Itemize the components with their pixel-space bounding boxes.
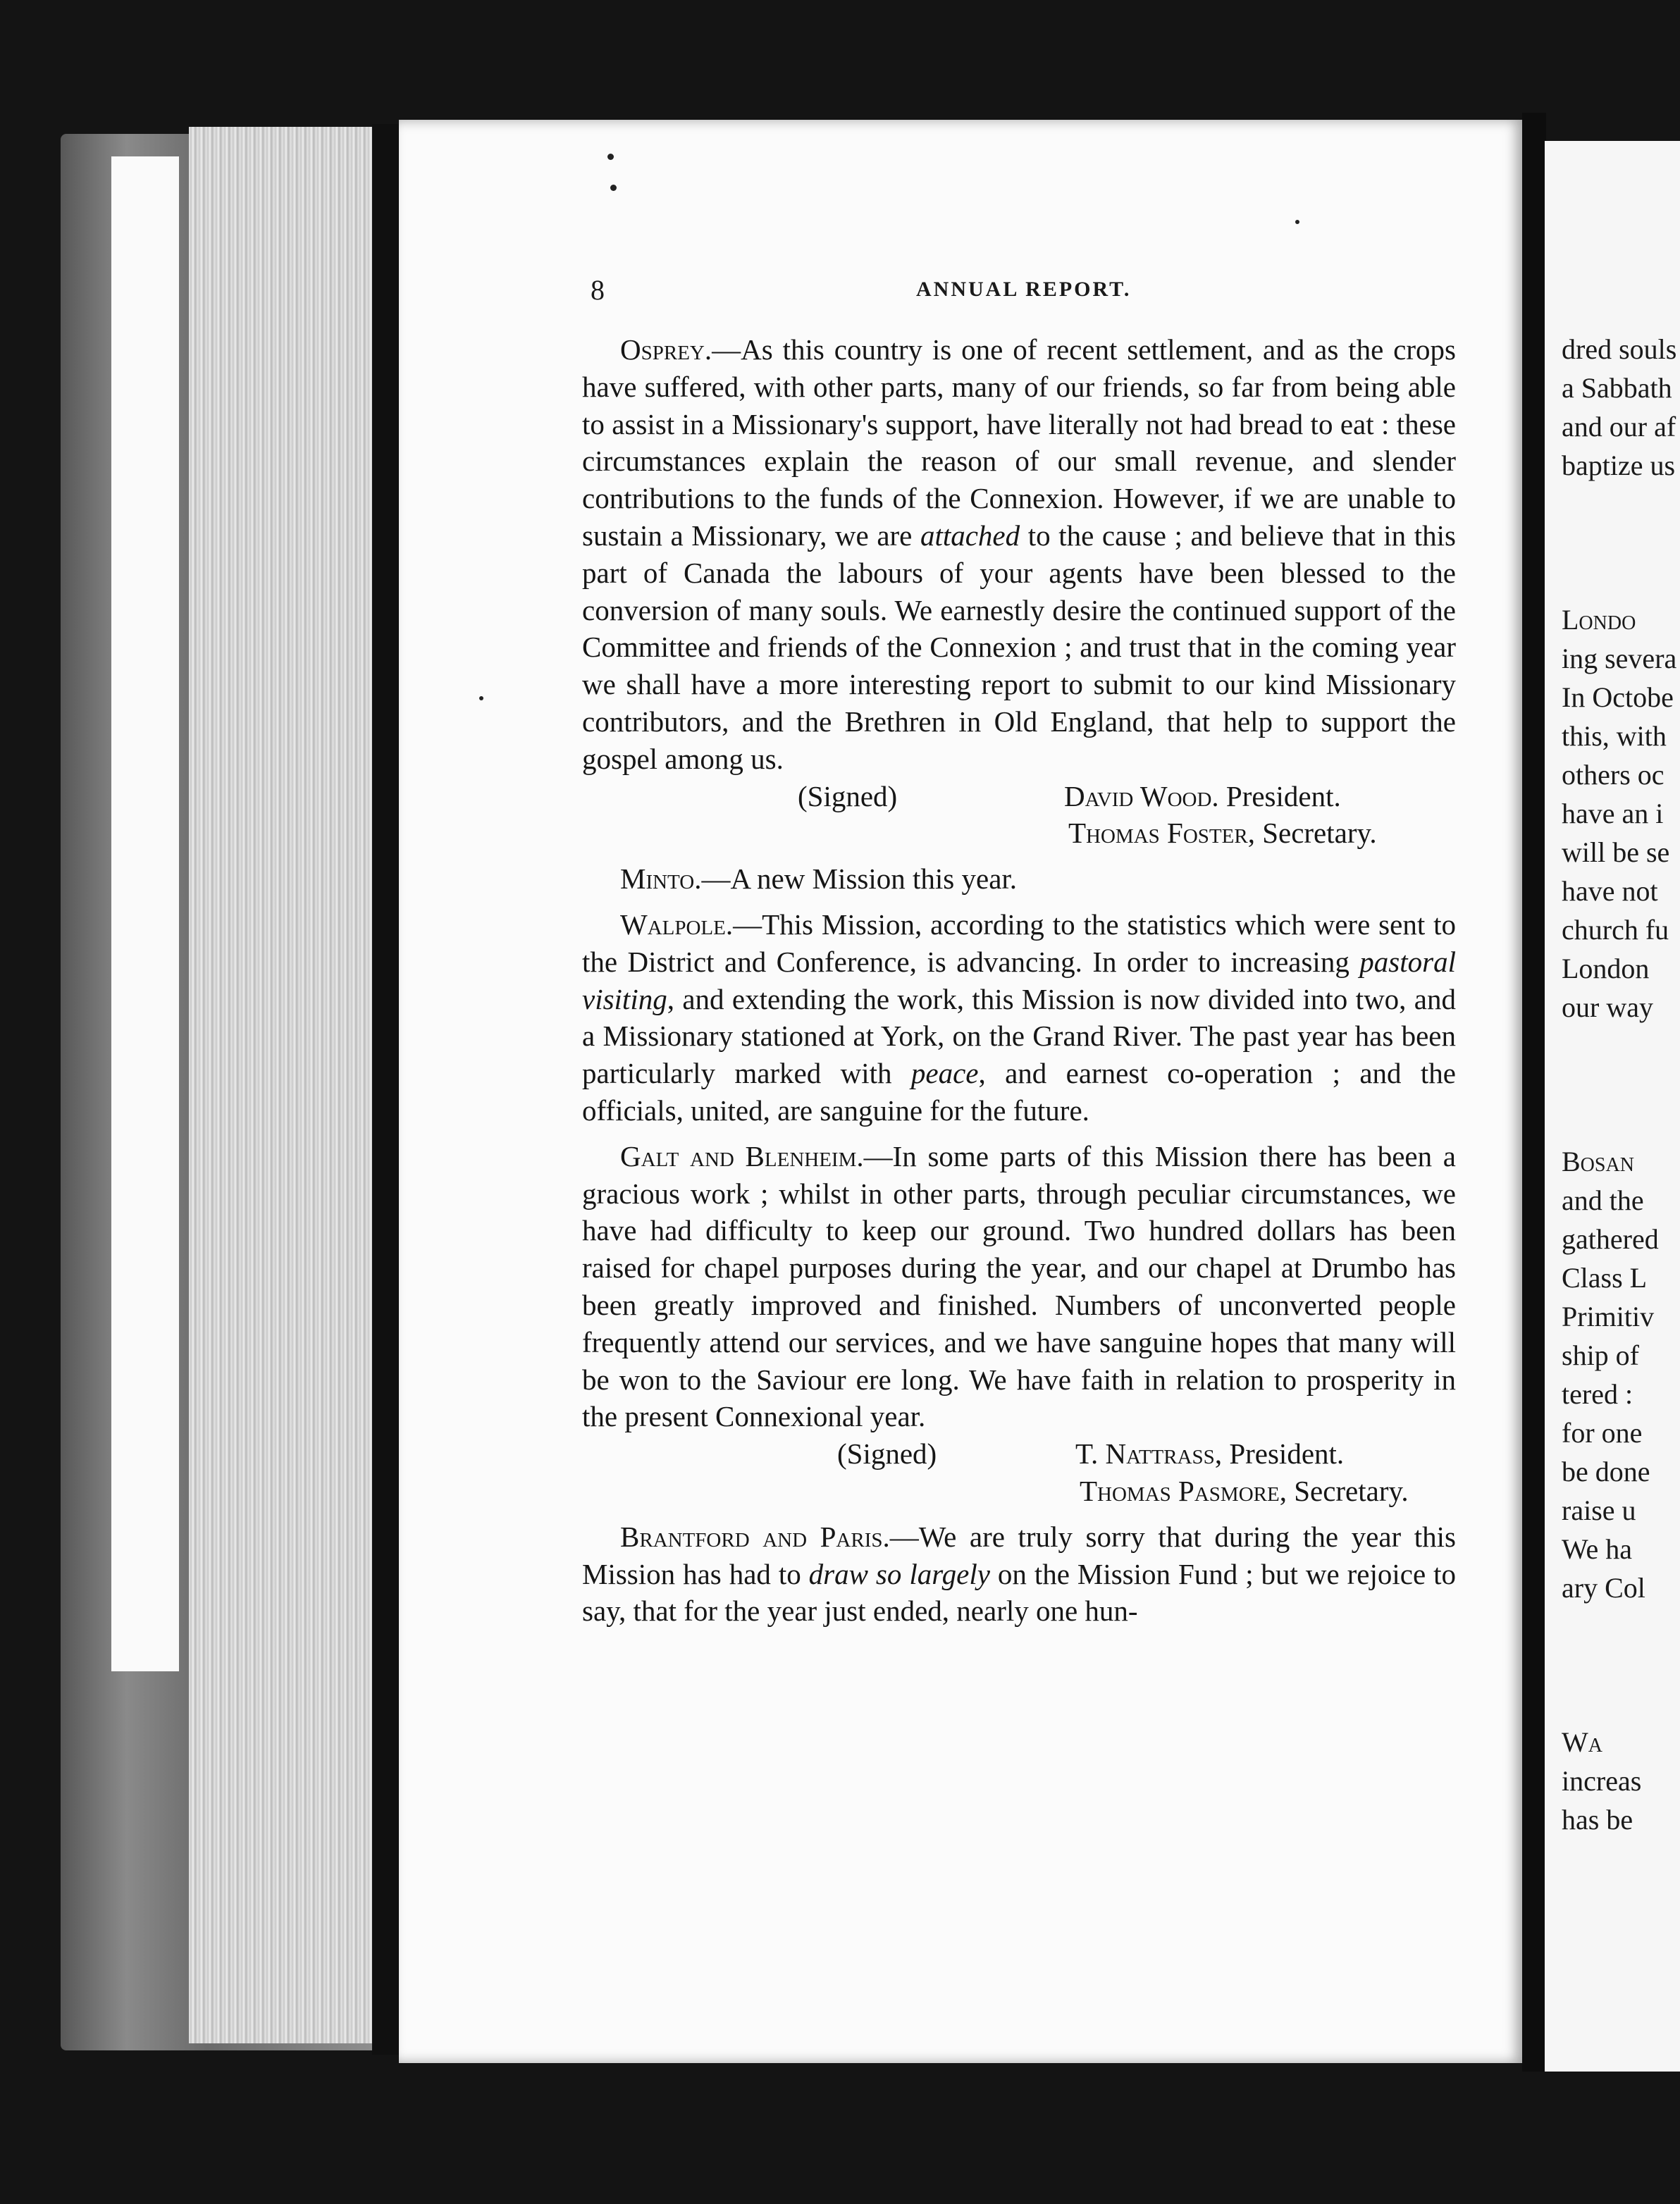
signatory-name: Thomas Pasmore <box>1080 1474 1280 1507</box>
facing-line: Primitiv <box>1562 1301 1655 1332</box>
signatory-role: , President. <box>1214 1437 1345 1471</box>
facing-line: have an i <box>1562 798 1664 829</box>
emphasis-run: draw so largely <box>808 1557 990 1590</box>
text-run: —A new Mission this year. <box>701 862 1018 896</box>
paragraph-osprey <box>582 331 1456 778</box>
facing-line: ing severa <box>1562 643 1677 674</box>
report-text <box>582 331 1456 1630</box>
text-run: on the Mission Fund ; but we rejoice to say, that for the year just ended, nearly one hun- <box>582 1557 1456 1628</box>
emphasis-run: peace <box>910 1057 979 1090</box>
facing-page <box>1545 141 1680 2072</box>
facing-line: Class L <box>1562 1262 1648 1294</box>
section-heading-osprey: Osprey. <box>620 333 712 366</box>
text-run: —We are truly sorry that during the year this Mission has had to <box>582 1520 1456 1590</box>
facing-line: be done <box>1562 1456 1650 1487</box>
signed-label: (Signed) <box>837 1437 937 1471</box>
book-gutter <box>1522 113 1546 2072</box>
facing-line: a Sabbath <box>1562 372 1672 404</box>
text-run: —This Mission, according to the statistics which were sent to the District and Conference, is advancing. In order to increasing <box>582 908 1456 978</box>
paragraph-brantford-paris <box>582 1518 1456 1630</box>
running-head: ANNUAL REPORT. <box>916 278 1132 301</box>
ink-speck <box>479 696 483 700</box>
signatory-role: , Secretary. <box>1247 817 1377 850</box>
facing-line: tered : <box>1562 1378 1633 1410</box>
flyleaf-strip <box>111 156 179 1671</box>
text-run: —In some parts of this Mission there has been a gracious work ; whilst in other parts, through peculiar circumstances, we have had difficulty to keep our ground. Two hundred dollars has been raised for chapel purposes during the year, and our chapel at Drumbo has been greatly improved and finished. Numbers of unconverted people frequently attend our services, and we have sanguine hopes that many will be won to the Saviour ere long. We have faith in relation to prosperity in the present Connexional year. <box>582 1139 1456 1433</box>
facing-line: ary Col <box>1562 1572 1645 1604</box>
signature-block-galt <box>582 1435 1456 1510</box>
facing-page-text <box>1562 330 1676 1839</box>
text-run: to the cause ; and believe that in this part of Canada the labours of your agents have been blessed to the conversion of many souls. We earnestly desire the continued support of the Committee and friends of the Connexion ; and trust that in the coming year we shall have a more interesting report to submit to our kind Missionary contributors, and the Brethren in Old England, that help to support the gospel among us. <box>582 519 1456 775</box>
signatory-name: David Wood <box>1064 779 1212 812</box>
ink-speck <box>1295 220 1299 224</box>
facing-line: will be se <box>1562 836 1670 868</box>
facing-line: church fu <box>1562 914 1669 946</box>
paragraph-walpole <box>582 906 1456 1129</box>
facing-line: We ha <box>1562 1533 1633 1565</box>
text-run: , and earnest co-operation ; and the officials, united, are sanguine for the future. <box>582 1057 1457 1127</box>
page-number: 8 <box>591 274 605 306</box>
signatory-role: . President. <box>1211 779 1341 812</box>
signature-block-osprey <box>582 778 1456 853</box>
facing-line: our way <box>1562 991 1653 1023</box>
facing-line: Wa <box>1562 1726 1602 1758</box>
ink-speck <box>610 185 617 191</box>
facing-line: have not <box>1562 875 1658 907</box>
signed-label: (Signed) <box>798 779 898 812</box>
text-run: , and extending the work, this Mission is now divided into two, and a Missionary stationed at York, on the Grand River. The past year has been particularly marked with <box>582 982 1456 1090</box>
paragraph-minto <box>582 860 1456 898</box>
signatory-name: T. Nattrass <box>1075 1437 1215 1471</box>
facing-line: gathered <box>1562 1223 1659 1255</box>
emphasis-run: attached <box>920 519 1020 552</box>
facing-line: this, with <box>1562 720 1667 752</box>
facing-line: London <box>1562 953 1650 984</box>
signatory-name: Thomas Foster <box>1068 817 1248 850</box>
facing-line: and our af <box>1562 411 1676 442</box>
paragraph-galt-blenheim <box>582 1138 1456 1435</box>
signatory-role: , Secretary. <box>1279 1474 1409 1507</box>
section-heading-minto: Minto. <box>620 862 702 896</box>
facing-line: raise u <box>1562 1494 1636 1526</box>
ink-speck <box>607 154 614 160</box>
facing-line: Londo <box>1562 604 1636 636</box>
section-heading-walpole: Walpole. <box>620 908 734 941</box>
facing-line: increas <box>1562 1765 1642 1797</box>
section-heading-brantford-paris: Brantford and Paris. <box>620 1520 890 1553</box>
facing-line: baptize us <box>1562 450 1676 481</box>
facing-line: has be <box>1562 1804 1633 1835</box>
facing-line: others oc <box>1562 759 1664 791</box>
emphasis-run: pastoral visiting <box>582 945 1456 1015</box>
page-block-edges <box>189 127 386 2043</box>
facing-line: and the <box>1562 1184 1644 1216</box>
facing-line: Bosan <box>1562 1146 1634 1177</box>
facing-line: dred souls <box>1562 333 1677 365</box>
section-heading-galt-blenheim: Galt and Blenheim. <box>620 1139 864 1172</box>
facing-line: ship of <box>1562 1339 1639 1371</box>
facing-line: In Octobe <box>1562 681 1674 713</box>
text-run: —As this country is one of recent settlement, and as the crops have suffered, with other parts, many of our friends, so far from being able to assist in a Missionary's support, have literally not had bread to eat : these circumstances explain the reason of our small revenue, and slender contributions to the funds of the Connexion. However, if we are unable to sustain a Missionary, we are <box>582 333 1456 552</box>
facing-line: for one <box>1562 1417 1643 1449</box>
